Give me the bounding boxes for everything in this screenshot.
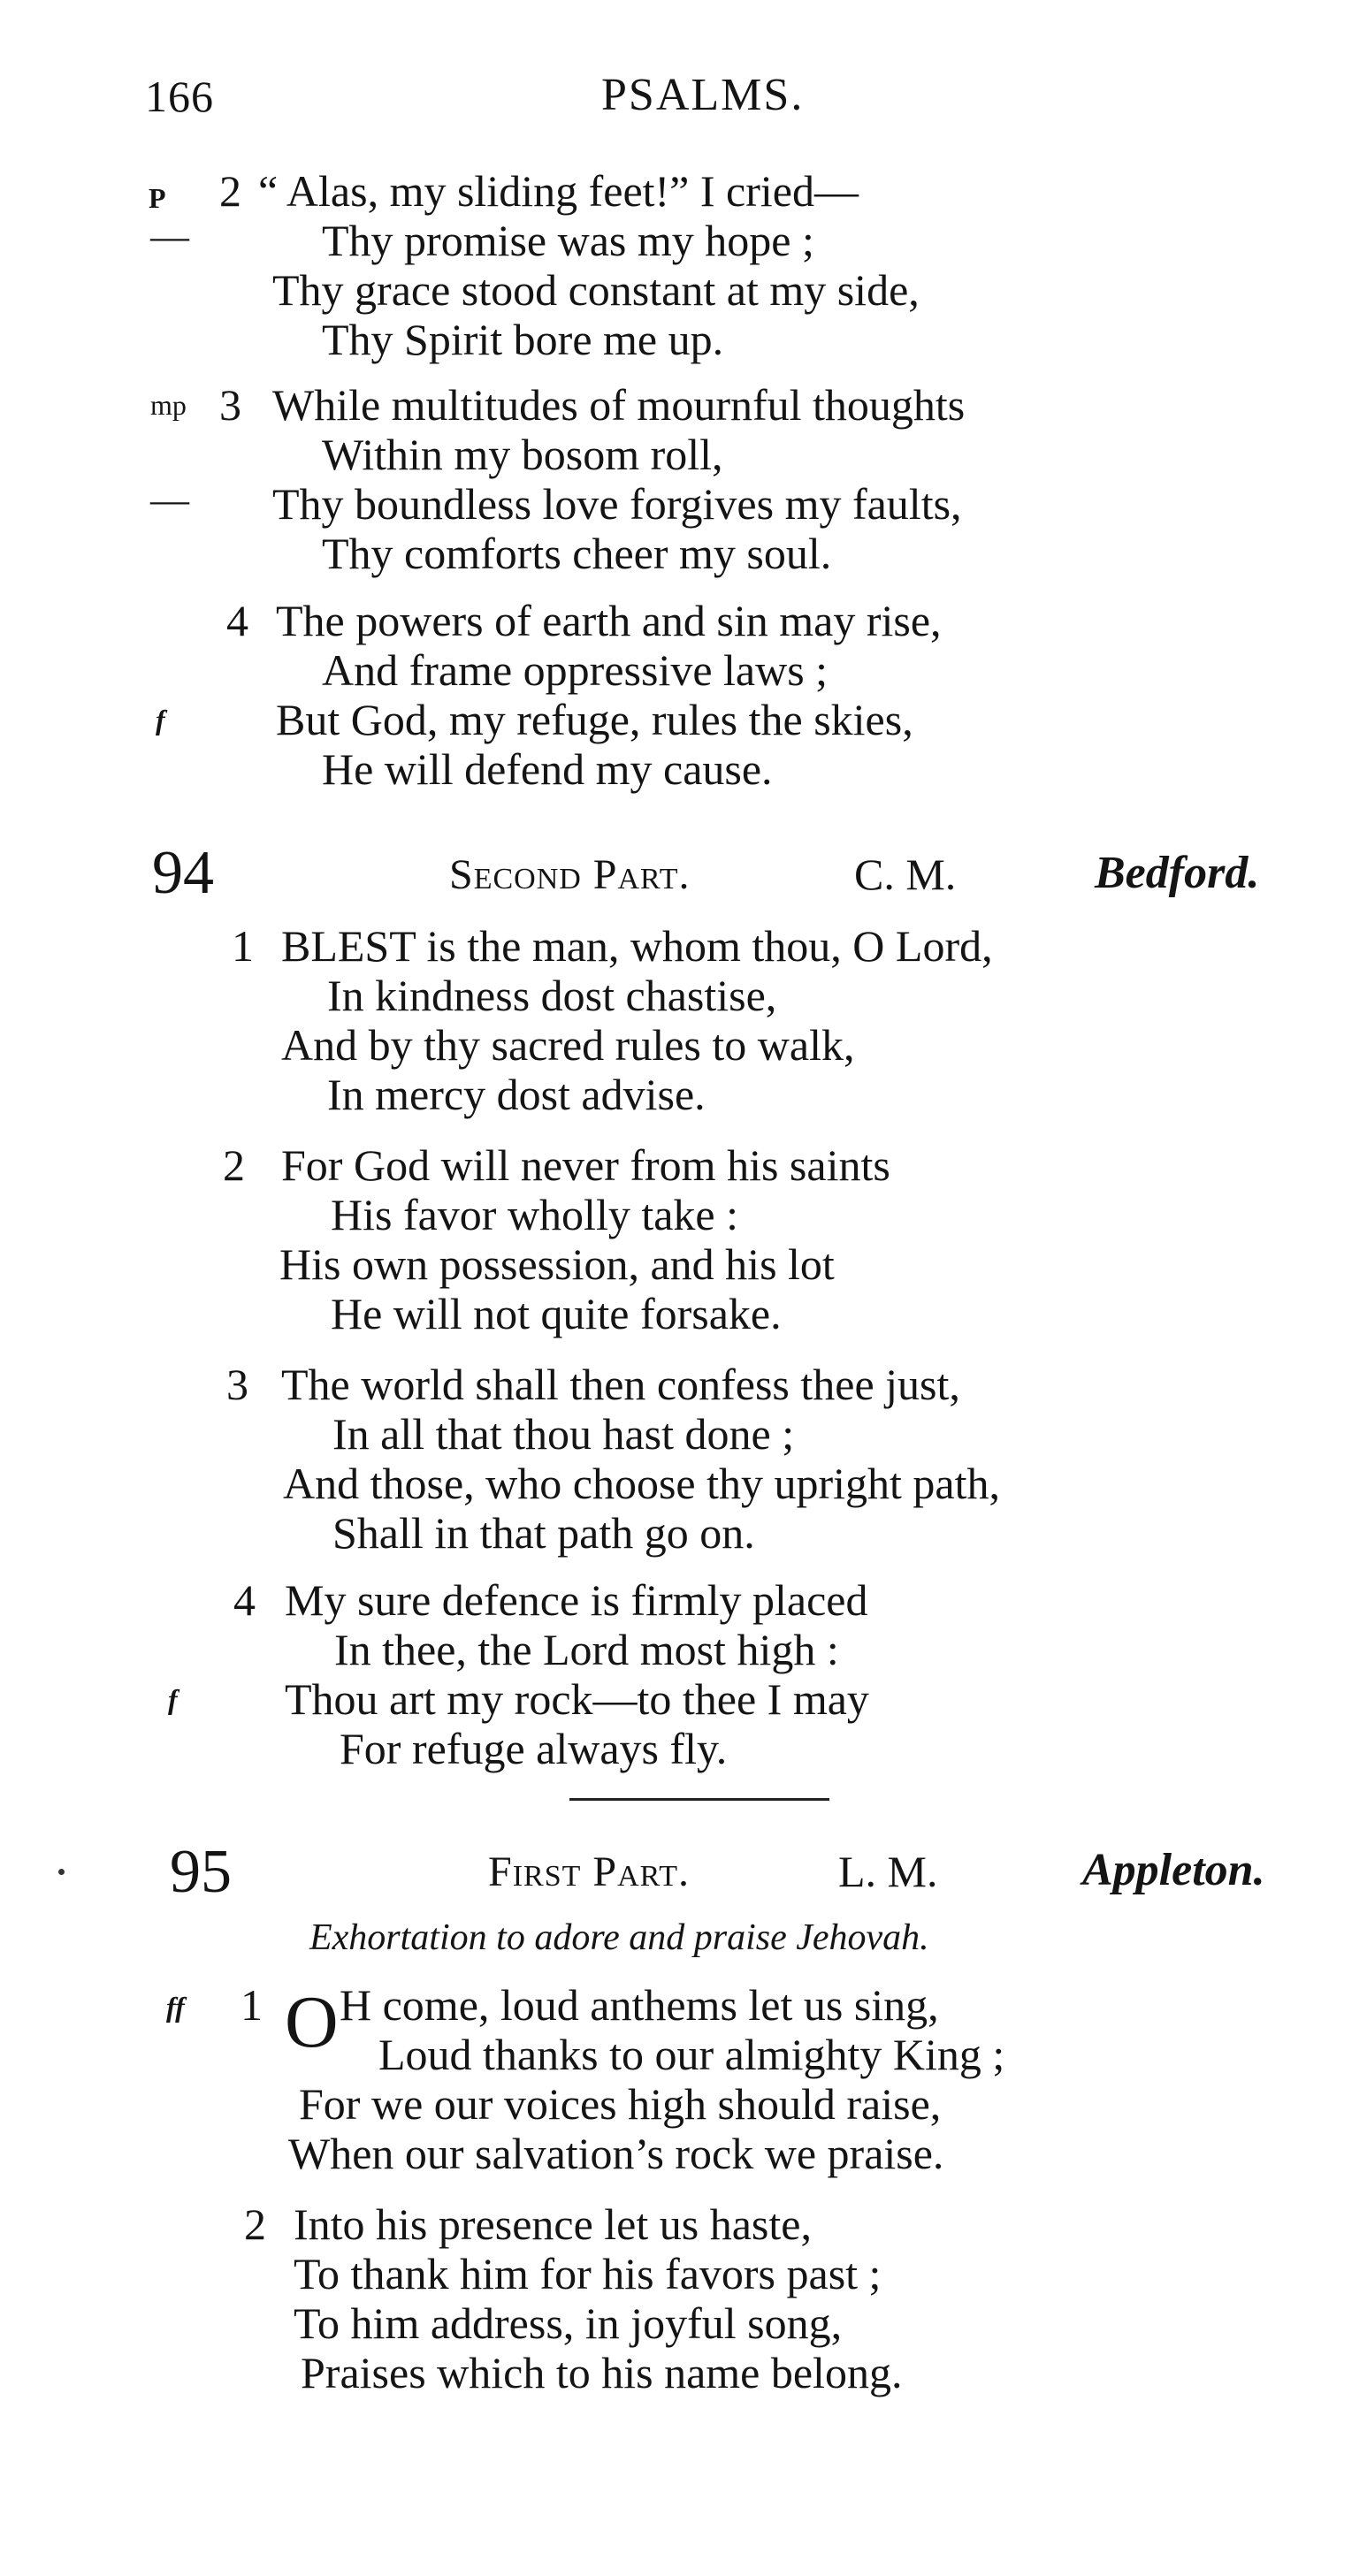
hymn-part-text: Second Part.	[449, 851, 691, 898]
verse-line: Thou art my rock—to thee I may	[285, 1674, 869, 1724]
hymn-tune: Bedford.	[1095, 848, 1260, 898]
verse-number: 2	[223, 1140, 245, 1190]
verse-line: To thank him for his favors past ;	[294, 2249, 882, 2298]
dynamic-mark: mp	[150, 389, 187, 421]
verse-number: 1	[241, 1980, 263, 2030]
margin-dot	[58, 1869, 65, 1875]
verse-line: Thy promise was my hope ;	[322, 216, 814, 265]
verse-line: Into his presence let us haste,	[294, 2199, 812, 2249]
verse-line: For God will never from his saints	[281, 1140, 890, 1190]
verse-line: In all that thou hast done ;	[332, 1409, 795, 1459]
page-title: PSALMS.	[601, 70, 805, 120]
verse-line: His own possession, and his lot	[279, 1239, 835, 1289]
verse-line: Within my bosom roll,	[322, 430, 723, 479]
verse-line: For refuge always fly.	[340, 1724, 728, 1773]
verse-line: To him address, in joyful song,	[294, 2298, 843, 2348]
verse-line: When our salvation’s rock we praise.	[288, 2129, 944, 2178]
drop-cap: O	[285, 1981, 339, 2063]
hymn-part	[449, 850, 690, 899]
verse-line: Thy boundless love forgives my faults,	[272, 479, 962, 529]
verse-line: And frame oppressive laws ;	[322, 645, 829, 695]
verse-line: Thy Spirit bore me up.	[322, 315, 724, 364]
hymn-tune: Appleton.	[1082, 1845, 1265, 1895]
verse-line: He will defend my cause.	[322, 744, 773, 794]
dynamic-mark: f	[156, 704, 165, 735]
hymn-number: 94	[152, 839, 214, 907]
verse-number: 1	[232, 921, 254, 971]
verse-number: 2	[219, 166, 241, 216]
verse-line: His favor wholly take :	[331, 1190, 739, 1239]
verse-line: He will not quite forsake.	[331, 1289, 782, 1338]
verse-line: Thy grace stood constant at my side,	[272, 265, 920, 315]
hymn-subtitle: Exhortation to adore and praise Jehovah.	[309, 1917, 929, 1958]
verse-number: 3	[226, 1360, 248, 1409]
verse-line: While multitudes of mournful thoughts	[272, 380, 966, 430]
verse-line: BLEST is the man, whom thou, O Lord,	[281, 921, 993, 971]
verse-number: 4	[233, 1575, 256, 1625]
dynamic-mark: P	[149, 182, 166, 214]
verse-line: The powers of earth and sin may rise,	[276, 596, 942, 645]
hymn-meter: L. M.	[838, 1847, 938, 1896]
verse-line: H come, loud anthems let us sing,	[340, 1980, 939, 2030]
dash-mark: —	[150, 478, 189, 522]
dash-mark: —	[150, 215, 189, 258]
verse-line: “ Alas, my sliding feet!” I cried—	[258, 166, 859, 216]
verse-line: For we our voices high should raise,	[299, 2079, 942, 2129]
verse-line: In mercy dost advise.	[327, 1070, 706, 1119]
hymn-part: First Part.	[488, 1848, 691, 1895]
verse-line: Loud thanks to our almighty King ;	[378, 2030, 1005, 2079]
verse-line: The world shall then confess thee just,	[281, 1360, 960, 1409]
verse-line: But God, my refuge, rules the skies,	[276, 695, 913, 744]
verse-line: My sure defence is firmly placed	[285, 1575, 868, 1625]
verse-line: In thee, the Lord most high :	[334, 1625, 839, 1674]
verse-line: And by thy sacred rules to walk,	[281, 1020, 855, 1070]
page-number: 166	[145, 72, 214, 121]
dynamic-mark: f	[168, 1683, 178, 1715]
verse-number: 4	[226, 596, 248, 645]
verse-line: Shall in that path go on.	[332, 1508, 755, 1558]
section-divider	[569, 1798, 829, 1801]
verse-number: 2	[244, 2199, 266, 2249]
verse-line: And those, who choose thy upright path,	[283, 1459, 1001, 1508]
hymn-number: 95	[170, 1838, 232, 1906]
verse-line: Praises which to his name belong.	[301, 2348, 903, 2397]
verse-line: In kindness dost chastise,	[327, 971, 777, 1020]
verse-line: Thy comforts cheer my soul.	[322, 529, 832, 578]
verse-number: 3	[219, 380, 241, 430]
dynamic-mark: ff	[166, 1991, 185, 2023]
hymn-meter: C. M.	[854, 850, 957, 899]
